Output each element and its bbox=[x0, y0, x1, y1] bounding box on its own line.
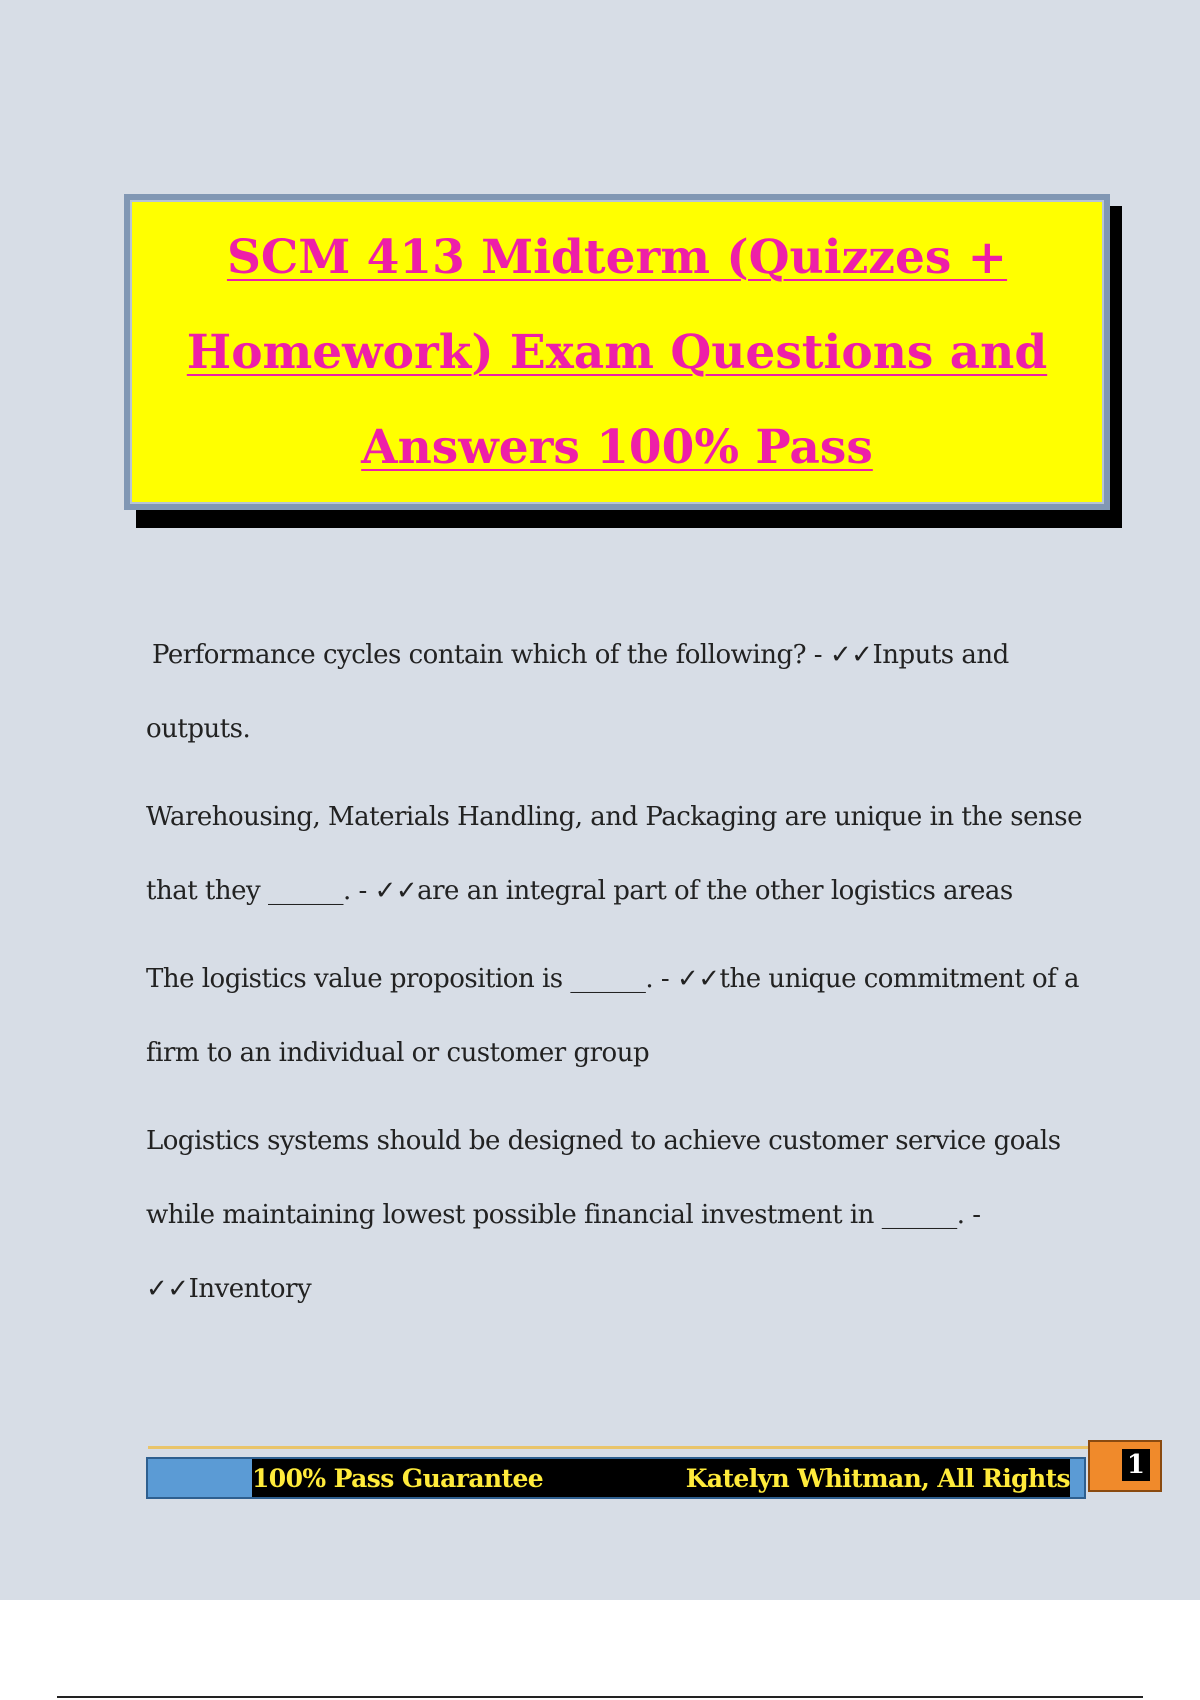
question-answer-2 bbox=[146, 780, 1086, 928]
question-answer-4 bbox=[146, 1104, 1086, 1326]
title-line-3: Answers 100% Pass bbox=[361, 419, 873, 475]
title-box bbox=[124, 194, 1110, 510]
answer-text: are an integral part of the other logistics areas bbox=[417, 876, 1013, 906]
footer-divider bbox=[148, 1446, 1090, 1449]
answer-text: the unique commitment of a firm to an individual or customer group bbox=[146, 964, 1080, 1068]
question-list bbox=[146, 618, 1086, 1340]
page-number: 1 bbox=[1122, 1449, 1150, 1481]
question-answer-3 bbox=[146, 942, 1086, 1090]
double-check-icon: ✓✓ bbox=[676, 964, 720, 994]
double-check-icon: ✓✓ bbox=[829, 640, 873, 670]
bottom-divider bbox=[57, 1696, 1143, 1698]
page-number-badge bbox=[1088, 1440, 1162, 1492]
double-check-icon: ✓✓ bbox=[374, 876, 418, 906]
footer-left-text: 100% Pass Guarantee bbox=[252, 1463, 544, 1493]
title-line-1: SCM 413 Midterm (Quizzes + bbox=[226, 229, 1008, 285]
question-text: Logistics systems should be designed to achieve customer service goals while maintaining lowest possible financial investment in ______. - bbox=[146, 1126, 1061, 1230]
title-line-2: Homework) Exam Questions and bbox=[186, 324, 1048, 380]
answer-text: Inventory bbox=[188, 1274, 312, 1304]
question-text: Warehousing, Materials Handling, and Packaging are unique in the sense that they ______. - bbox=[146, 802, 1082, 906]
footer-right-text: Katelyn Whitman, All Rights bbox=[685, 1463, 1070, 1493]
question-answer-1 bbox=[146, 618, 1086, 766]
question-text: Performance cycles contain which of the following? - bbox=[152, 640, 830, 670]
double-check-icon: ✓✓ bbox=[146, 1274, 189, 1304]
answer-text: Inputs and outputs. bbox=[146, 640, 1009, 744]
footer-bar bbox=[146, 1457, 1086, 1499]
footer-text-band bbox=[252, 1459, 1070, 1497]
question-text: The logistics value proposition is ______. - bbox=[146, 964, 677, 994]
